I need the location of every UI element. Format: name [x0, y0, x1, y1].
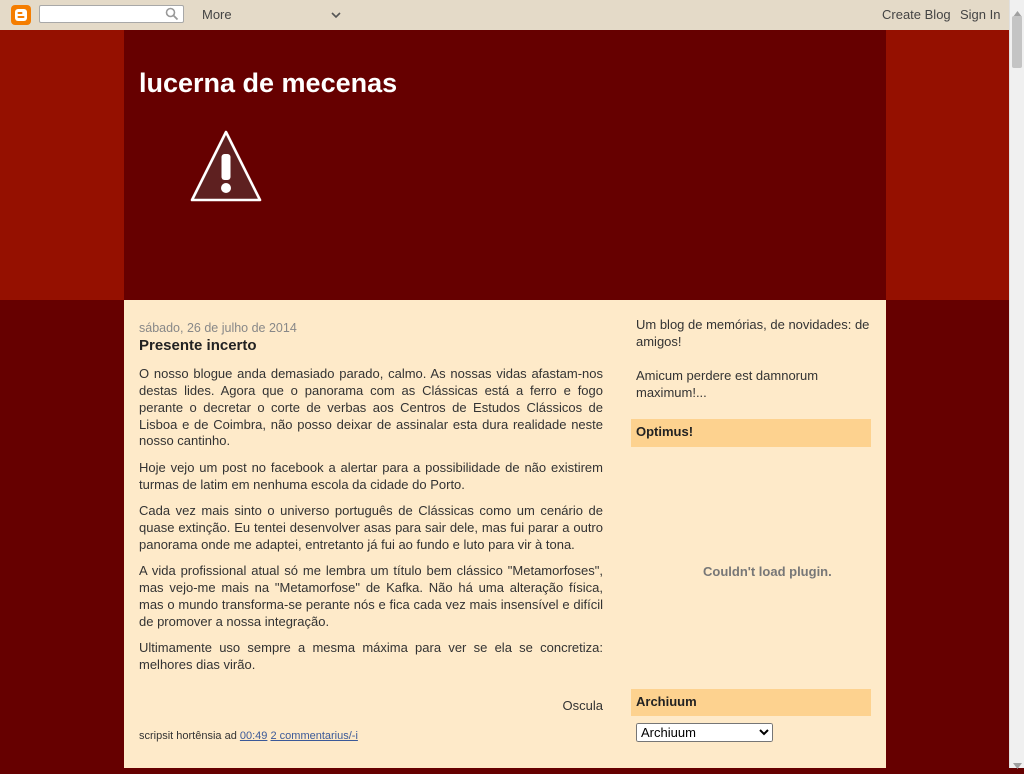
post-paragraph: O nosso blogue anda demasiado parado, calmo. As nossas vidas afastam-nos destas lides. Agora que o panorama com as Clássicas está a ferro e fogo perante o decretar o corte de verbas aos Centros de Estudos Clássicos de Lisboa e de Coimbra, não posso deixar de assinalar esta dura realidade neste nosso cantinho. [139, 366, 603, 449]
post-title[interactable]: Presente incerto [139, 336, 257, 354]
scroll-thumb[interactable] [1012, 16, 1022, 68]
post-comments-link[interactable]: 2 commentarius/-i [270, 730, 358, 743]
archive-select[interactable] [636, 723, 773, 742]
post-paragraph: Cada vez mais sinto o universo português de Clássicas como um cenário de quase extinção. Eu tentei desenvolver asas para sair dele, mas fui parar a outro panorama onde me adaptei, entretanto já fui ao fundo e luto para vir à tona. [139, 503, 603, 552]
sidebar [631, 317, 871, 742]
chevron-down-icon[interactable] [330, 8, 342, 26]
post-paragraph: Hoje vejo um post no facebook a alertar para a possibilidade de não existirem turmas de latim em nenhuma escola da cidade do Porto. [139, 459, 603, 492]
search-input[interactable] [39, 5, 184, 23]
scrollbar[interactable] [1009, 0, 1024, 768]
optimus-widget-title: Optimus! [631, 419, 871, 447]
blogger-logo-icon[interactable] [11, 5, 31, 25]
blog-header [124, 30, 886, 300]
sign-in-link[interactable]: Sign In [960, 7, 1001, 22]
warning-icon [190, 130, 262, 207]
blog-motto: Amicum perdere est damnorum maximum!... [636, 368, 819, 400]
create-blog-link[interactable]: Create Blog [882, 7, 951, 22]
blogger-navbar [0, 0, 1009, 31]
post-paragraph: Ultimamente uso sempre a mesma máxima para ver se ela se concretiza: melhores dias virão. [139, 640, 603, 672]
post-date: sábado, 26 de julho de 2014 [139, 321, 297, 335]
post-time-link[interactable]: 00:49 [239, 730, 268, 743]
scroll-down-arrow-icon[interactable] [1013, 756, 1022, 774]
plugin-placeholder [631, 447, 871, 689]
blog-description: Um blog de memórias, de novidades: de amigos! [636, 317, 870, 349]
search-icon[interactable] [165, 7, 179, 26]
blog-title[interactable]: lucerna de mecenas [139, 68, 398, 98]
more-menu[interactable]: More [202, 7, 232, 22]
post-footer [139, 728, 603, 745]
post-paragraph: A vida profissional atual só me lembra um título bem clássico "Metamorfoses", mas vejo-me mais na "Metamorfose" de Kafka. Não há uma alteração física, mas o mundo transforma-se perante nós e fica cada vez mais insensível e difícil de promover a nossa integração. [139, 563, 603, 629]
main-column [139, 320, 603, 745]
content-area [124, 300, 886, 768]
post-signoff: Oscula [562, 697, 603, 713]
post-author-prefix: scripsit hortênsia ad [139, 730, 237, 743]
plugin-error-message: Couldn't load plugin. [703, 563, 832, 579]
archive-widget-title: Archiuum [631, 689, 871, 717]
